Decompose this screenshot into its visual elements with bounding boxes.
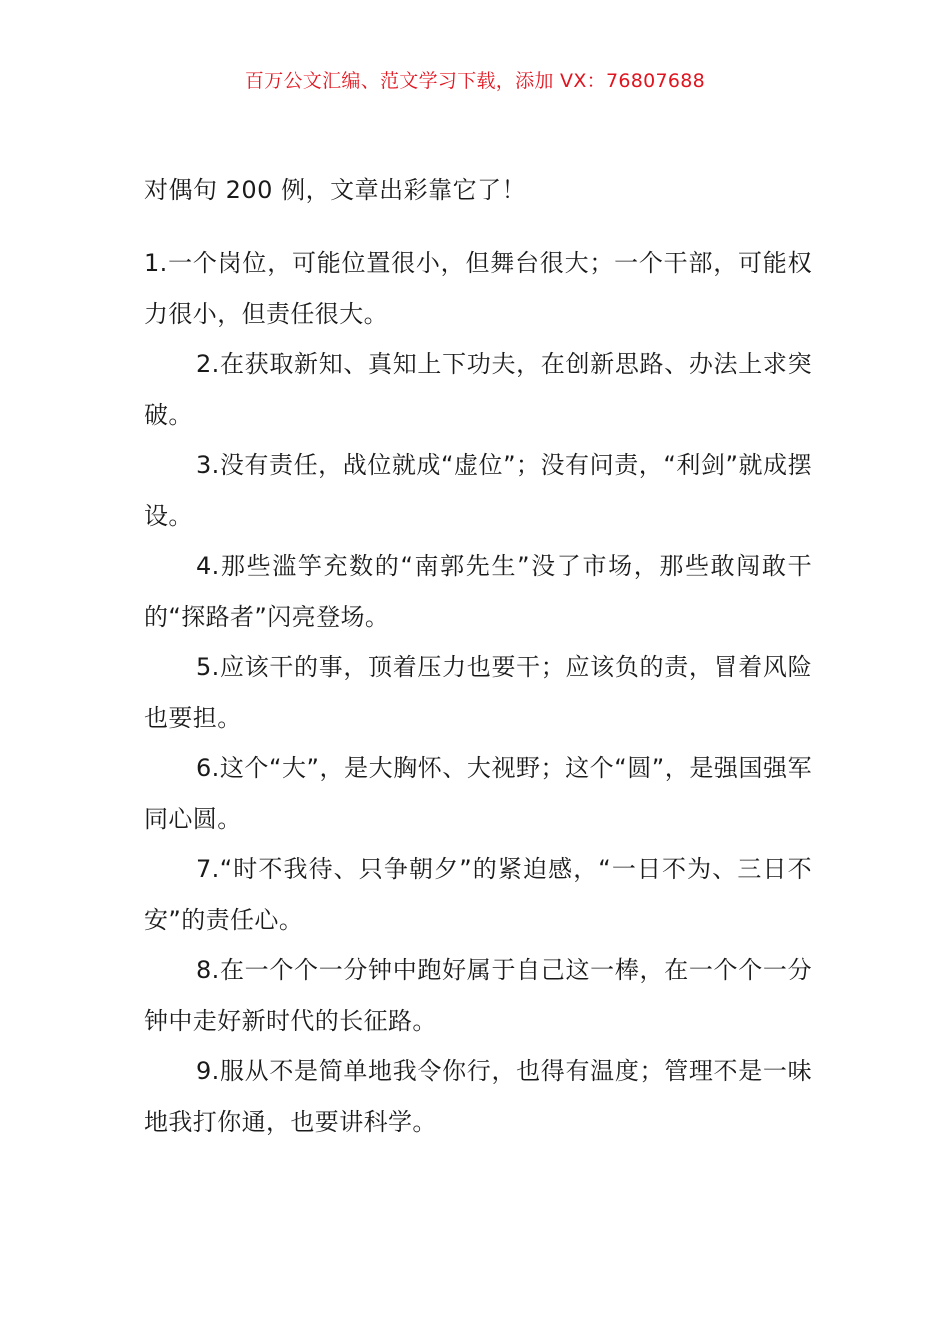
list-item: 5.应该干的事，顶着压力也要干；应该负的责，冒着风险也要担。 xyxy=(144,653,812,732)
list-item: 6.这个“大”，是大胸怀、大视野；这个“圆”，是强国强军同心圆。 xyxy=(144,754,812,833)
list-item: 8.在一个个一分钟中跑好属于自己这一棒，在一个个一分钟中走好新时代的长征路。 xyxy=(144,956,812,1035)
list-item: 7.“时不我待、只争朝夕”的紧迫感，“一日不为、三日不安”的责任心。 xyxy=(144,855,812,934)
list-item: 4.那些滥竽充数的“南郭先生”没了市场，那些敢闯敢干的“探路者”闪亮登场。 xyxy=(144,552,812,631)
list-item: 1.一个岗位，可能位置很小，但舞台很大；一个干部，可能权力很小，但责任很大。 xyxy=(144,249,812,328)
document-title: 对偶句 200 例，文章出彩靠它了！ xyxy=(144,176,527,204)
list-item: 9.服从不是简单地我令你行，也得有温度；管理不是一味地我打你通，也要讲科学。 xyxy=(144,1057,812,1136)
document-body xyxy=(144,168,812,1147)
list-item: 3.没有责任，战位就成“虚位”；没有问责，“利剑”就成摆设。 xyxy=(144,451,812,530)
header-watermark-text: 百万公文汇编、范文学习下载，添加 VX：76807688 xyxy=(244,70,706,92)
list-item: 2.在获取新知、真知上下功夫，在创新思路、办法上求突破。 xyxy=(144,350,812,429)
